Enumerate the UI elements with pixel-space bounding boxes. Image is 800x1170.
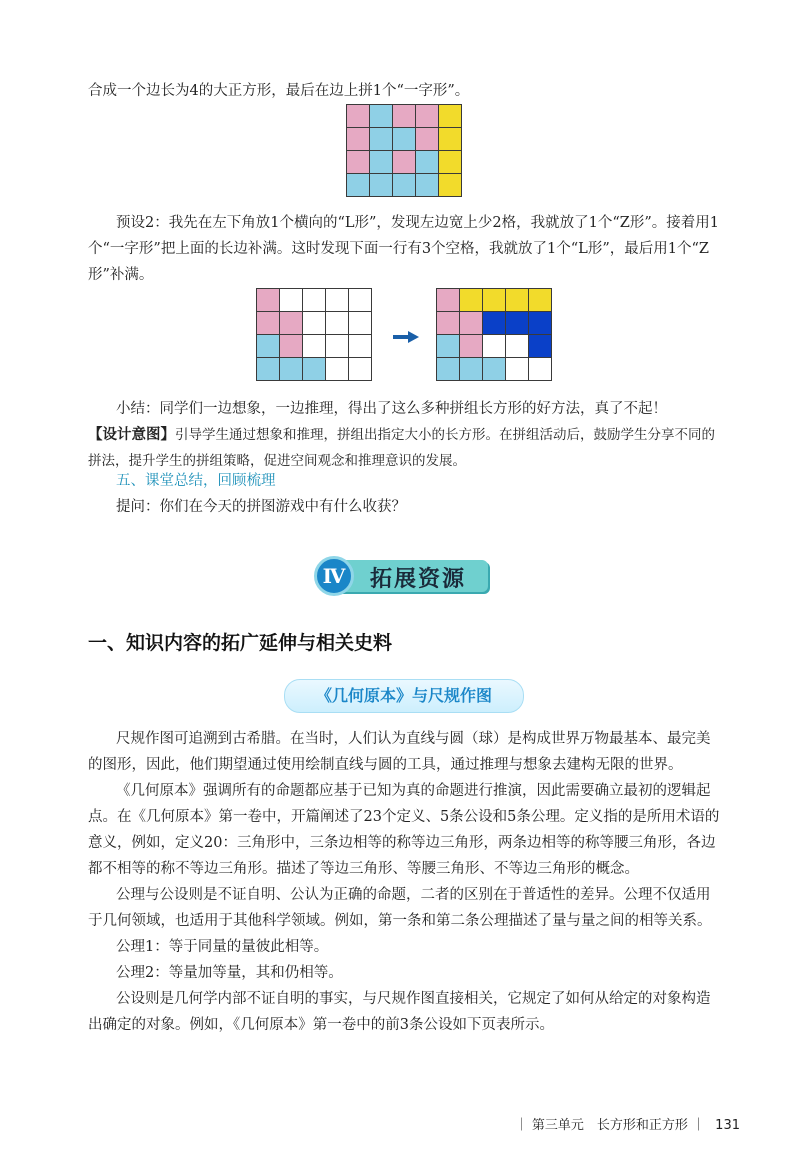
grid-cell bbox=[257, 312, 279, 334]
grid-cell bbox=[347, 174, 369, 196]
grid-cell bbox=[303, 289, 325, 311]
design-intent-text: 引导学生通过想象和推理，拼组出指定大小的长方形。在拼组活动后，鼓励学生分享不同的拼法，提升学生的拼组策略，促进空间观念和推理意识的发展。 bbox=[88, 427, 715, 469]
grid-cell bbox=[393, 174, 415, 196]
grid-cell bbox=[416, 105, 438, 127]
grid-cell bbox=[326, 358, 348, 380]
grid-cell bbox=[529, 289, 551, 311]
grid-cell bbox=[529, 335, 551, 357]
grid-cell bbox=[439, 105, 461, 127]
grid-cell bbox=[347, 105, 369, 127]
grid-cell bbox=[483, 312, 505, 334]
grid-cell bbox=[280, 289, 302, 311]
grid-cell bbox=[349, 289, 371, 311]
summary-text: 小结：同学们一边想象，一边推理，得出了这么多种拼组长方形的好方法，真了不起！ bbox=[116, 401, 667, 417]
paragraph-axioms: 公理与公设则是不证自明、公认为正确的命题，二者的区别在于普适性的差异。公理不仅适用于几何领域，也适用于其他科学领域。例如，第一条和第二条公理描述了量与量之间的相等关系。 bbox=[88, 887, 712, 929]
grid-cell bbox=[257, 335, 279, 357]
grid-cell bbox=[370, 174, 392, 196]
grid-cell bbox=[326, 335, 348, 357]
grid-cell bbox=[506, 312, 528, 334]
design-intent-tag: 【设计意图】 bbox=[88, 427, 175, 443]
grid-cell bbox=[460, 312, 482, 334]
grid-cell bbox=[257, 358, 279, 380]
grid-cell bbox=[437, 289, 459, 311]
grid-cell bbox=[437, 312, 459, 334]
grid-cell bbox=[416, 151, 438, 173]
extension-banner bbox=[314, 556, 490, 596]
grid-cell bbox=[370, 105, 392, 127]
grid-cell bbox=[303, 335, 325, 357]
axiom-1: 公理1：等于同量的量彼此相等。 bbox=[116, 939, 329, 955]
axiom-2: 公理2：等量加等量，其和仍相等。 bbox=[116, 965, 343, 981]
grid-cell bbox=[439, 174, 461, 196]
preset-2-paragraph: 预设2：我先在左下角放1个横向的“L形”，发现左边宽上少2格，我就放了1个“Z形”。接着用1个“一字形”把上面的长边补满。这时发现下面一行有3个空格，我就放了1个“L形”，最后用1个“Z形”补满。 bbox=[88, 215, 719, 283]
heading-knowledge-extension: 一、知识内容的拓广延伸与相关史料 bbox=[88, 632, 393, 654]
grid-cell bbox=[416, 174, 438, 196]
grid-cell bbox=[506, 289, 528, 311]
grid-square-4x5 bbox=[346, 104, 462, 197]
design-intent bbox=[88, 422, 724, 474]
grid-cell bbox=[506, 335, 528, 357]
grid-before bbox=[256, 288, 372, 381]
question-text: 提问：你们在今天的拼图游戏中有什么收获？ bbox=[116, 499, 406, 515]
right-arrow-icon bbox=[393, 331, 419, 343]
grid-cell bbox=[439, 151, 461, 173]
pill-title: 《几何原本》与尺规作图 bbox=[284, 679, 524, 713]
grid-cell bbox=[280, 335, 302, 357]
section-5-heading: 五、课堂总结，回顾梳理 bbox=[116, 473, 276, 489]
grid-after bbox=[436, 288, 552, 381]
grid-cell bbox=[437, 335, 459, 357]
grid-cell bbox=[393, 151, 415, 173]
intro-line: 合成一个边长为4的大正方形，最后在边上拼1个“一字形”。 bbox=[88, 83, 470, 99]
grid-cell bbox=[349, 335, 371, 357]
grid-cell bbox=[460, 289, 482, 311]
grid-cell bbox=[529, 358, 551, 380]
grid-cell bbox=[460, 335, 482, 357]
grid-cell bbox=[506, 358, 528, 380]
page-footer bbox=[500, 1114, 740, 1133]
grid-cell bbox=[529, 312, 551, 334]
grid-cell bbox=[416, 128, 438, 150]
grid-cell bbox=[347, 128, 369, 150]
grid-cell bbox=[326, 312, 348, 334]
grid-cell bbox=[483, 335, 505, 357]
page-number: 131 bbox=[715, 1118, 740, 1133]
grid-cell bbox=[439, 128, 461, 150]
grid-cell bbox=[393, 105, 415, 127]
grid-cell bbox=[280, 358, 302, 380]
grid-cell bbox=[280, 312, 302, 334]
roman-numeral-badge: Ⅳ bbox=[314, 556, 354, 596]
paragraph-compass-ruler: 尺规作图可追溯到古希腊。在当时，人们认为直线与圆（球）是构成世界万物最基本、最完美的图形，因此，他们期望通过使用绘制直线与圆的工具，通过推理与想象去建构无限的世界。 bbox=[88, 731, 711, 773]
grid-cell bbox=[303, 358, 325, 380]
paragraph-elements: 《几何原本》强调所有的命题都应基于已知为真的命题进行推演，因此需要确立最初的逻辑起点。在《几何原本》第一卷中，开篇阐述了23个定义、5条公设和5条公理。定义指的是所用术语的意义，例如，定义20：三角形中，三条边相等的称等边三角形，两条边相等的称等腰三角形，各边都不相等的称不等边三角形。描述了等边三角形、等腰三角形、不等边三角形的概念。 bbox=[88, 783, 720, 877]
grid-cell bbox=[393, 128, 415, 150]
grid-cell bbox=[257, 289, 279, 311]
grid-cell bbox=[483, 289, 505, 311]
grid-cell bbox=[349, 358, 371, 380]
grid-cell bbox=[347, 151, 369, 173]
banner-title: 拓展资源 bbox=[370, 567, 467, 592]
grid-cell bbox=[460, 358, 482, 380]
grid-cell bbox=[370, 151, 392, 173]
paragraph-postulates: 公设则是几何学内部不证自明的事实，与尺规作图直接相关，它规定了如何从给定的对象构造出确定的对象。例如，《几何原本》第一卷中的前3条公设如下页表所示。 bbox=[88, 991, 711, 1033]
grid-cell bbox=[349, 312, 371, 334]
footer-unit: ｜ 第三单元 长方形和正方形 ｜ bbox=[514, 1118, 706, 1133]
grid-cell bbox=[303, 312, 325, 334]
grid-cell bbox=[437, 358, 459, 380]
grid-cell bbox=[483, 358, 505, 380]
grid-cell bbox=[370, 128, 392, 150]
grid-cell bbox=[326, 289, 348, 311]
